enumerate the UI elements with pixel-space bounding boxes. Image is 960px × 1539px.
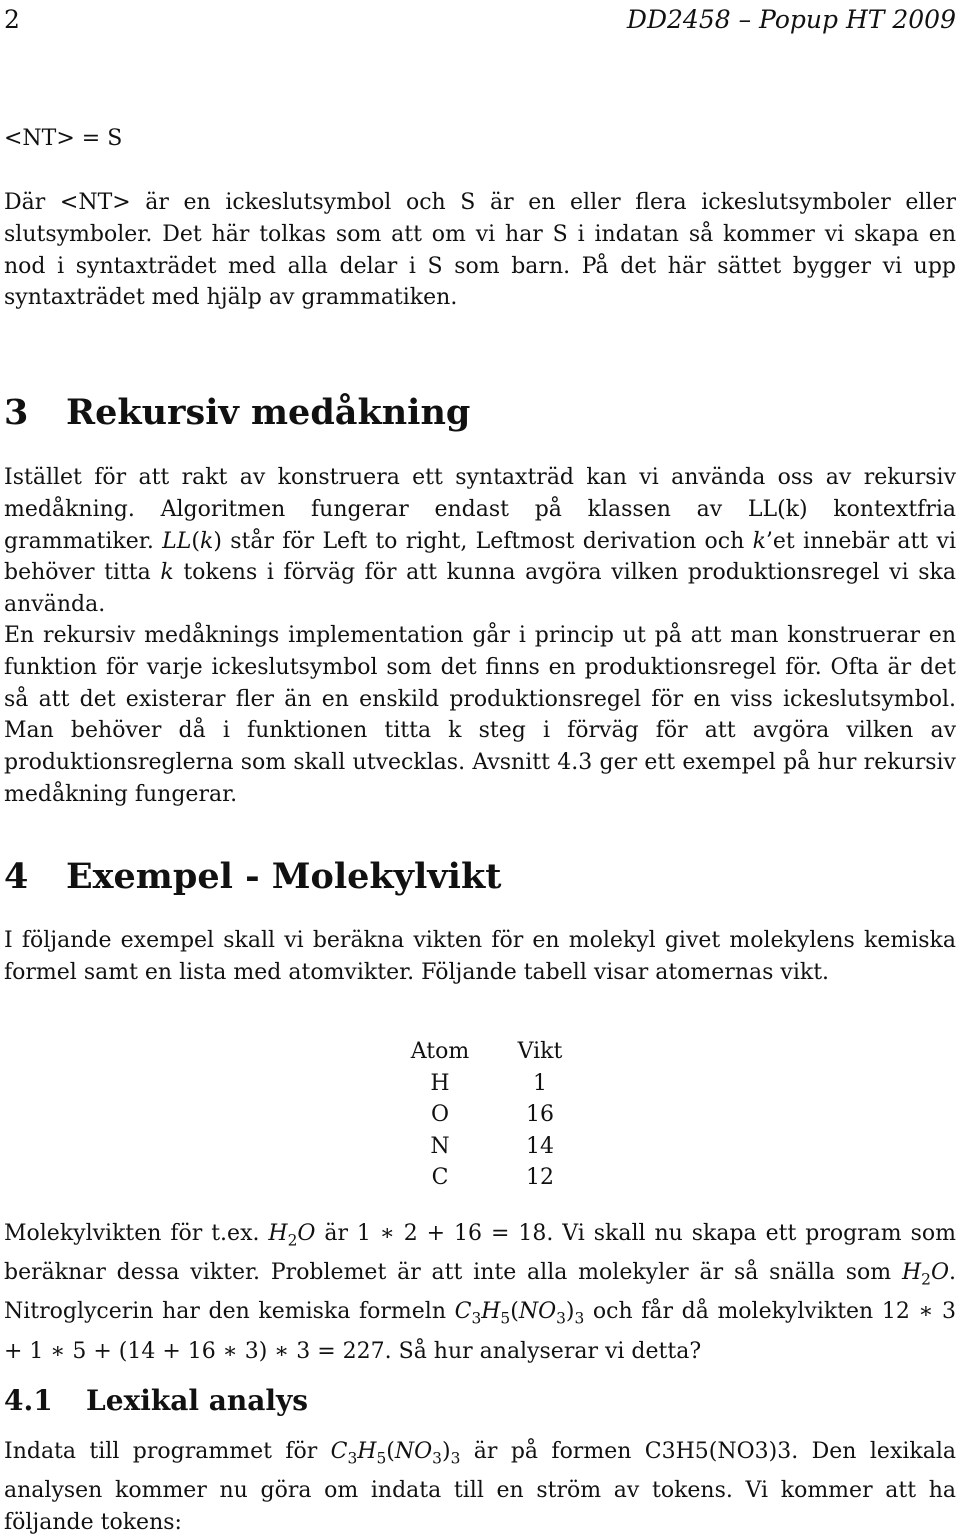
subsection-heading [4,1383,956,1419]
math-symbol: N [394,1439,415,1464]
section-3-heading-block [4,391,956,435]
subsection-number: 4.1 [4,1384,53,1417]
math-paren: ) [565,1299,575,1325]
page-number: 2 [4,5,20,34]
math-subscript: 5 [500,1309,511,1328]
math-symbol: O [930,1260,949,1286]
formula-nitroglycerin [454,1299,585,1328]
grammar-rule: <NT> = S [4,126,123,151]
table-cell: O [430,1102,450,1127]
intro-block [4,187,956,314]
math-symbol: O [538,1299,557,1325]
math-k: k [160,560,174,586]
math-paren: ( [510,1299,519,1325]
subsection-4-1-heading-block [4,1383,956,1419]
text-run: är på formen C3H5(NO3)3. Den lexikala analysen kommer nu göra om indata till en ström av tokens. Vi kommer att ha följande tokens: [4,1439,956,1535]
text-run: . Nitroglycerin har den kemiska formeln [4,1260,956,1325]
section-3-paragraph-1: Istället för att rakt av konstruera ett syntaxträd kan vi använda oss av rekursiv medåkning. Algoritmen fungerar endast på klassen av LL(k) kontextfria grammatiker. LL(k) står för Left to right, Leftmost derivation och k’et innebär att vi behöver titta k tokens i förväg för att kunna avgöra vilken produktionsregel vi ska använda. [4,465,956,618]
math-subscript: 3 [347,1449,358,1468]
section-title: Rekursiv medåkning [66,392,471,433]
section-3-paragraph-2-block [4,620,956,811]
math-symbol: H [268,1221,288,1246]
math-k: k [199,528,214,554]
section-title: Exempel - Molekylvikt [66,856,502,897]
text-run: ’et innebär att vi behöver titta [4,528,956,586]
math-subscript: 5 [376,1449,387,1468]
table-cell: 12 [526,1165,554,1190]
atom-weight-table [400,1036,590,1194]
section-number: 3 [4,392,29,433]
math-k: k [752,528,766,554]
math-subscript: 3 [471,1309,482,1328]
text-run: Molekylvikten för t.ex. [4,1221,269,1246]
section-4-heading-block [4,855,956,899]
section-3-paragraph-2: En rekursiv medåknings implementation går i princip ut på att man konstruerar en funktion för varje ickeslutsymbol som det finns en produktionsregel för. Ofta är det så att det existerar fler än en enskild produktionsregel för en viss ickeslutsymbol. Man behöver då i funktionen titta k steg i förväg för att avgöra vilken av produktionsreglerna som skall utvecklas. Avsnitt 4.3 ger ett exempel på hur rekursiv medåkning fungerar. [4,623,956,807]
math-subscript: 2 [921,1270,931,1289]
math-subscript: 3 [450,1449,461,1468]
math-symbol: H [357,1439,377,1464]
table-cell: C [431,1165,449,1190]
math-symbol: N [518,1299,539,1325]
math-symbol: C [330,1439,348,1464]
text-run: Indata till programmet för [4,1439,331,1464]
math-paren: ) [441,1439,451,1464]
section-4-paragraph-2-block [4,1218,956,1367]
math-subscript: 3 [432,1449,442,1468]
table-header-atom: Atom [410,1039,470,1064]
math-subscript: 3 [556,1309,566,1328]
section-heading [4,855,956,899]
text-run: Istället för att rakt av konstruera ett syntaxträd kan vi använda oss av rekursiv medåkning. Algoritmen fungerar endast på klassen av LL(k) kontextfria grammatiker. [4,465,956,554]
math-subscript: 3 [574,1309,585,1328]
table-cell: 14 [526,1133,554,1159]
page-header [4,0,956,40]
table-header-row [400,1036,590,1068]
math-symbol: O [414,1439,433,1464]
table-row [400,1162,590,1194]
subsection-4-1-paragraph [4,1436,956,1539]
subsection-title: Lexikal analys [86,1384,309,1417]
text-run: tokens i förväg för att kunna avgöra vilken produktionsregel vi ska använda. [4,560,956,618]
table-row [400,1068,590,1100]
intro-paragraph: Där <NT> är en ickeslutsymbol och S är en eller flera ickeslutsymboler eller slutsymboler. Det här tolkas som att om vi har S i indatan så kommer vi skapa en nod i syntaxträdet med alla delar i S som barn. På det här sättet bygger vi upp syntaxträdet med hjälp av grammatiken. [4,190,956,311]
math-symbol: H [901,1260,922,1286]
math-symbol: H [481,1299,501,1325]
subsection-4-1-paragraph-block [4,1436,956,1539]
running-title: DD2458 – Popup HT 2009 [626,5,956,34]
math-symbol: O [297,1221,316,1246]
formula-water [268,1221,316,1250]
table-row [400,1099,590,1131]
table-header-weight: Vikt [517,1039,563,1064]
section-heading [4,391,956,435]
math-symbol: C [454,1299,472,1325]
section-number: 4 [4,856,29,897]
section-4-paragraph-1-block [4,925,956,989]
section-4-paragraph-1: I följande exempel skall vi beräkna vikten för en molekyl givet molekylens kemiska formel samt en lista med atomvikter. Följande tabell visar atomernas vikt. [4,928,956,985]
text-run: är 1 ∗ 2 + 16 = 18. Vi skall nu skapa ett program som beräknar dessa vikter. Problemet är att inte alla molekyler är så snälla som [4,1221,956,1286]
table-cell: 1 [533,1070,547,1096]
table-cell: H [430,1070,450,1096]
math-paren: ( [386,1439,395,1464]
table-cell: 16 [526,1102,554,1127]
text-run: och får då molekylvikten 12 ∗ 3 + 1 ∗ 5 + (14 + 16 ∗ 3) ∗ 3 = 227. Så hur analyserar vi detta? [4,1299,956,1364]
section-4-paragraph-2 [4,1218,956,1367]
text-run: står för Left to right, Leftmost derivation och [221,528,753,554]
table-row [400,1131,590,1163]
math-ll: LL [162,528,192,554]
section-3-paragraph-1-block [4,462,956,621]
table-cell: N [430,1133,450,1159]
formula-water [901,1260,949,1289]
formula-nitroglycerin [330,1439,461,1468]
math-subscript: 2 [287,1231,298,1250]
